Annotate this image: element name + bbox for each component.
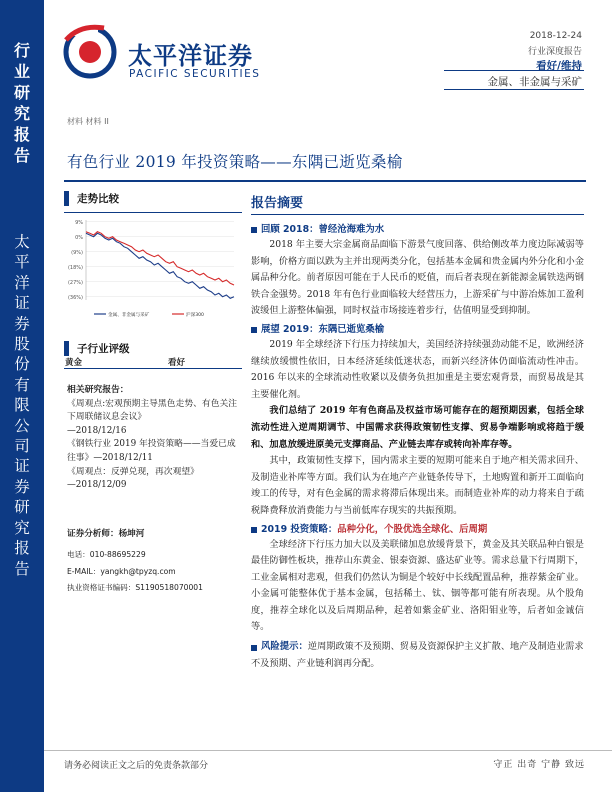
footer-motto: 守正 出奇 宁静 致远 — [493, 760, 585, 770]
trend-heading-text: 走势比较 — [77, 192, 119, 205]
sidebar-top-char: 业 — [13, 62, 30, 81]
report-date: 2018-12-24 — [529, 31, 582, 41]
sub-industry-name: 黄金 — [65, 358, 83, 368]
y-tick-label: 9% — [75, 220, 83, 227]
sector-name: 金属、非金属与采矿 — [487, 76, 582, 88]
footer-disclaimer[interactable]: 请务必阅读正文之后的免责条款部分 — [64, 761, 209, 771]
sidebar-company-char: 平 — [14, 253, 30, 272]
risk-text — [251, 639, 584, 672]
sidebar-company-char: 券 — [14, 314, 30, 333]
strategy-heading-highlight: 品种分化，个股优选全球化、后周期 — [337, 523, 488, 535]
divider — [251, 214, 584, 215]
trend-chart — [64, 214, 242, 322]
y-tick-label: (9%) — [71, 250, 83, 257]
sidebar-top-char: 研 — [13, 83, 30, 102]
report-title: 有色行业 2019 年投资策略——东隅已逝览桑榆 — [67, 153, 403, 171]
legend-label: 金属、非金属与采矿 — [108, 313, 150, 318]
brand-name-en: PACIFIC SECURITIES — [129, 68, 261, 80]
sidebar — [0, 0, 44, 792]
sidebar-company-char: 证 — [14, 457, 30, 476]
sidebar-company-char: 有 — [14, 375, 30, 394]
category-line: 材料 材料 II — [67, 117, 109, 126]
sidebar-company-char: 股 — [14, 335, 30, 354]
analyst-info — [67, 526, 242, 597]
summary-column — [251, 184, 584, 675]
related-item-date: —2018/12/09 — [67, 480, 127, 491]
divider — [64, 212, 242, 213]
sub-industry-rating-row — [67, 356, 239, 368]
sidebar-company-label — [0, 232, 44, 579]
sidebar-company-char: 研 — [14, 498, 30, 517]
analyst-phone: 电话：010-88695229 — [67, 549, 146, 559]
y-tick-label: (27%) — [67, 280, 83, 287]
analyst-license: 执业资格证书编码：S1190518070001 — [67, 583, 203, 593]
series-line-metals — [86, 233, 234, 298]
analyst-heading: 证券分析师：杨坤河 — [67, 529, 145, 539]
sidebar-company-char: 券 — [14, 477, 30, 496]
risk-content: 逆周期政策不及预期、贸易及资源保护主义扩散、地产及制造业需求不及预期、产业链利润再分配。 — [251, 641, 584, 669]
divider — [444, 89, 584, 90]
outlook-paragraph: 其中，政策韧性支撑下，国内需求主要的短期可能来自于地产相关需求回升、及制造业补库等方面。我们认为在地产产业链条传导下，土地购置和新开工面临向竣工的传导，对有色金属的需求将滞后体现出来。而制造业补库的动力将来自于疏税降费释放消费能力与当前低库存现实的共振预期。 — [251, 455, 584, 516]
related-heading: 相关研究报告： — [67, 385, 129, 395]
strategy-heading — [251, 523, 584, 537]
sidebar-company-char: 报 — [14, 539, 30, 558]
legend-label: 沪深300 — [186, 313, 204, 318]
strategy-heading-label: 2019 投资策略： — [261, 523, 338, 535]
review-paragraph: 2018 年主要大宗金属商品面临下游景气度回落、供给侧改革力度边际减弱等影响，价格方面以跌为主并出现两类分化，包括基本金属和贵金属内外分化和小金属品种分化。前者原因可能在于人民币的贬值，而后者表现在新能源金属铁迭两钢铁合金强势。2018 年有色行业面临较大经营压力，上游采矿与中游冶炼加工盈利波缓但上游整体偏强，同时权益市场接连着步行，估值明显受到抑制。 — [251, 239, 584, 317]
sidebar-company-char: 公 — [14, 416, 30, 435]
footer-divider — [44, 750, 612, 751]
sidebar-company-char: 限 — [14, 396, 30, 415]
sidebar-top-char: 究 — [13, 104, 30, 123]
review-block — [251, 223, 584, 320]
sub-industry-rating: 看好 — [167, 358, 185, 368]
summary-heading: 报告摘要 — [251, 196, 304, 211]
strategy-block — [251, 523, 584, 637]
sidebar-company-char: 洋 — [14, 273, 30, 292]
sidebar-company-char: 太 — [14, 233, 30, 251]
related-item[interactable]: 《周观点：反弹兑现，再次观望》 — [67, 466, 199, 477]
sidebar-top-char: 行 — [13, 41, 30, 60]
company-logo — [60, 20, 120, 80]
analyst-email[interactable]: E-MAIL：yangkh@tpyzq.com — [67, 566, 176, 576]
brand-name-cn: 太平洋证券 — [128, 42, 253, 70]
sidebar-top-char: 报 — [13, 125, 30, 144]
related-item[interactable]: 《周观点:宏观预期主导黑色走势、有色关注下周联储议息会议》 — [67, 398, 238, 423]
sidebar-company-char: 份 — [14, 355, 30, 374]
title-divider — [64, 180, 586, 182]
risk-block — [251, 639, 584, 672]
sidebar-company-char: 告 — [14, 559, 30, 578]
y-tick-label: 0% — [75, 235, 83, 242]
strategy-paragraph: 全球经济下行压力加大以及美联储加息放缓背景下，黄金及其关联品种白银是最佳防御性板块，推荐山东黄金、银泰资源、盛达矿业等。需求总量下行周期下，工业金属相对悲观，但我们仍然认为铜是个较好中长线配置品种，推荐紫金矿业。小金属可能整体优于基本金属，包括稀土、钛、铟等都可能有所表现。从个股角度，推荐全球化以及后周期品种，起着如紫金矿业、洛阳钼业等，后者如金诚信等。 — [251, 538, 584, 633]
risk-heading: 风险提示： — [251, 641, 308, 652]
review-heading: 回顾 2018：曾经沧海难为水 — [251, 223, 584, 237]
sidebar-top-char: 告 — [13, 146, 30, 165]
sidebar-company-char: 究 — [14, 518, 30, 537]
outlook-block — [251, 323, 584, 520]
rating-heading-text: 子行业评级 — [77, 342, 130, 355]
outlook-key-factors: 我们总结了 2019 年有色商品及权益市场可能存在的超预期因素，包括全球流动性进入逆周期调节、中国需求获得政策韧性支撑、贸易争端影响或将趋于缓和、加息放缓进原美元支撑商品、产业链去库存或转向补库存等。 — [251, 405, 584, 450]
outlook-paragraph: 2019 年全球经济下行压力持续加大，美国经济持续强劲动能不足，欧洲经济继续放缓惯性依旧，日本经济延续低迷状态，而新兴经济体仍面临流动性冲击。2016 年以来的全球流动性收紧以及债务负担加重是主要宏观背景，而贸易战是其主要催化剂。 — [251, 338, 584, 400]
sidebar-report-label — [0, 40, 44, 166]
trend-heading — [64, 184, 242, 212]
heading-bar-icon — [64, 191, 69, 206]
related-item[interactable]: 《钢铁行业 2019 年投资策略——当爱已成往事》—2018/12/11 — [67, 439, 236, 463]
divider — [64, 368, 242, 369]
outlook-heading: 展望 2019：东隅已逝览桑榆 — [251, 323, 584, 337]
left-column — [64, 184, 242, 213]
related-item-date: —2018/12/16 — [67, 425, 127, 436]
industry-rating: 看好/维持 — [536, 60, 582, 72]
related-reports — [67, 384, 242, 493]
y-tick-label: (36%) — [67, 295, 83, 302]
sidebar-company-char: 司 — [14, 437, 30, 456]
y-tick-label: (18%) — [67, 265, 83, 272]
heading-bar-icon — [64, 341, 69, 356]
report-type: 行业深度报告 — [527, 47, 582, 57]
sidebar-company-char: 证 — [14, 294, 30, 313]
